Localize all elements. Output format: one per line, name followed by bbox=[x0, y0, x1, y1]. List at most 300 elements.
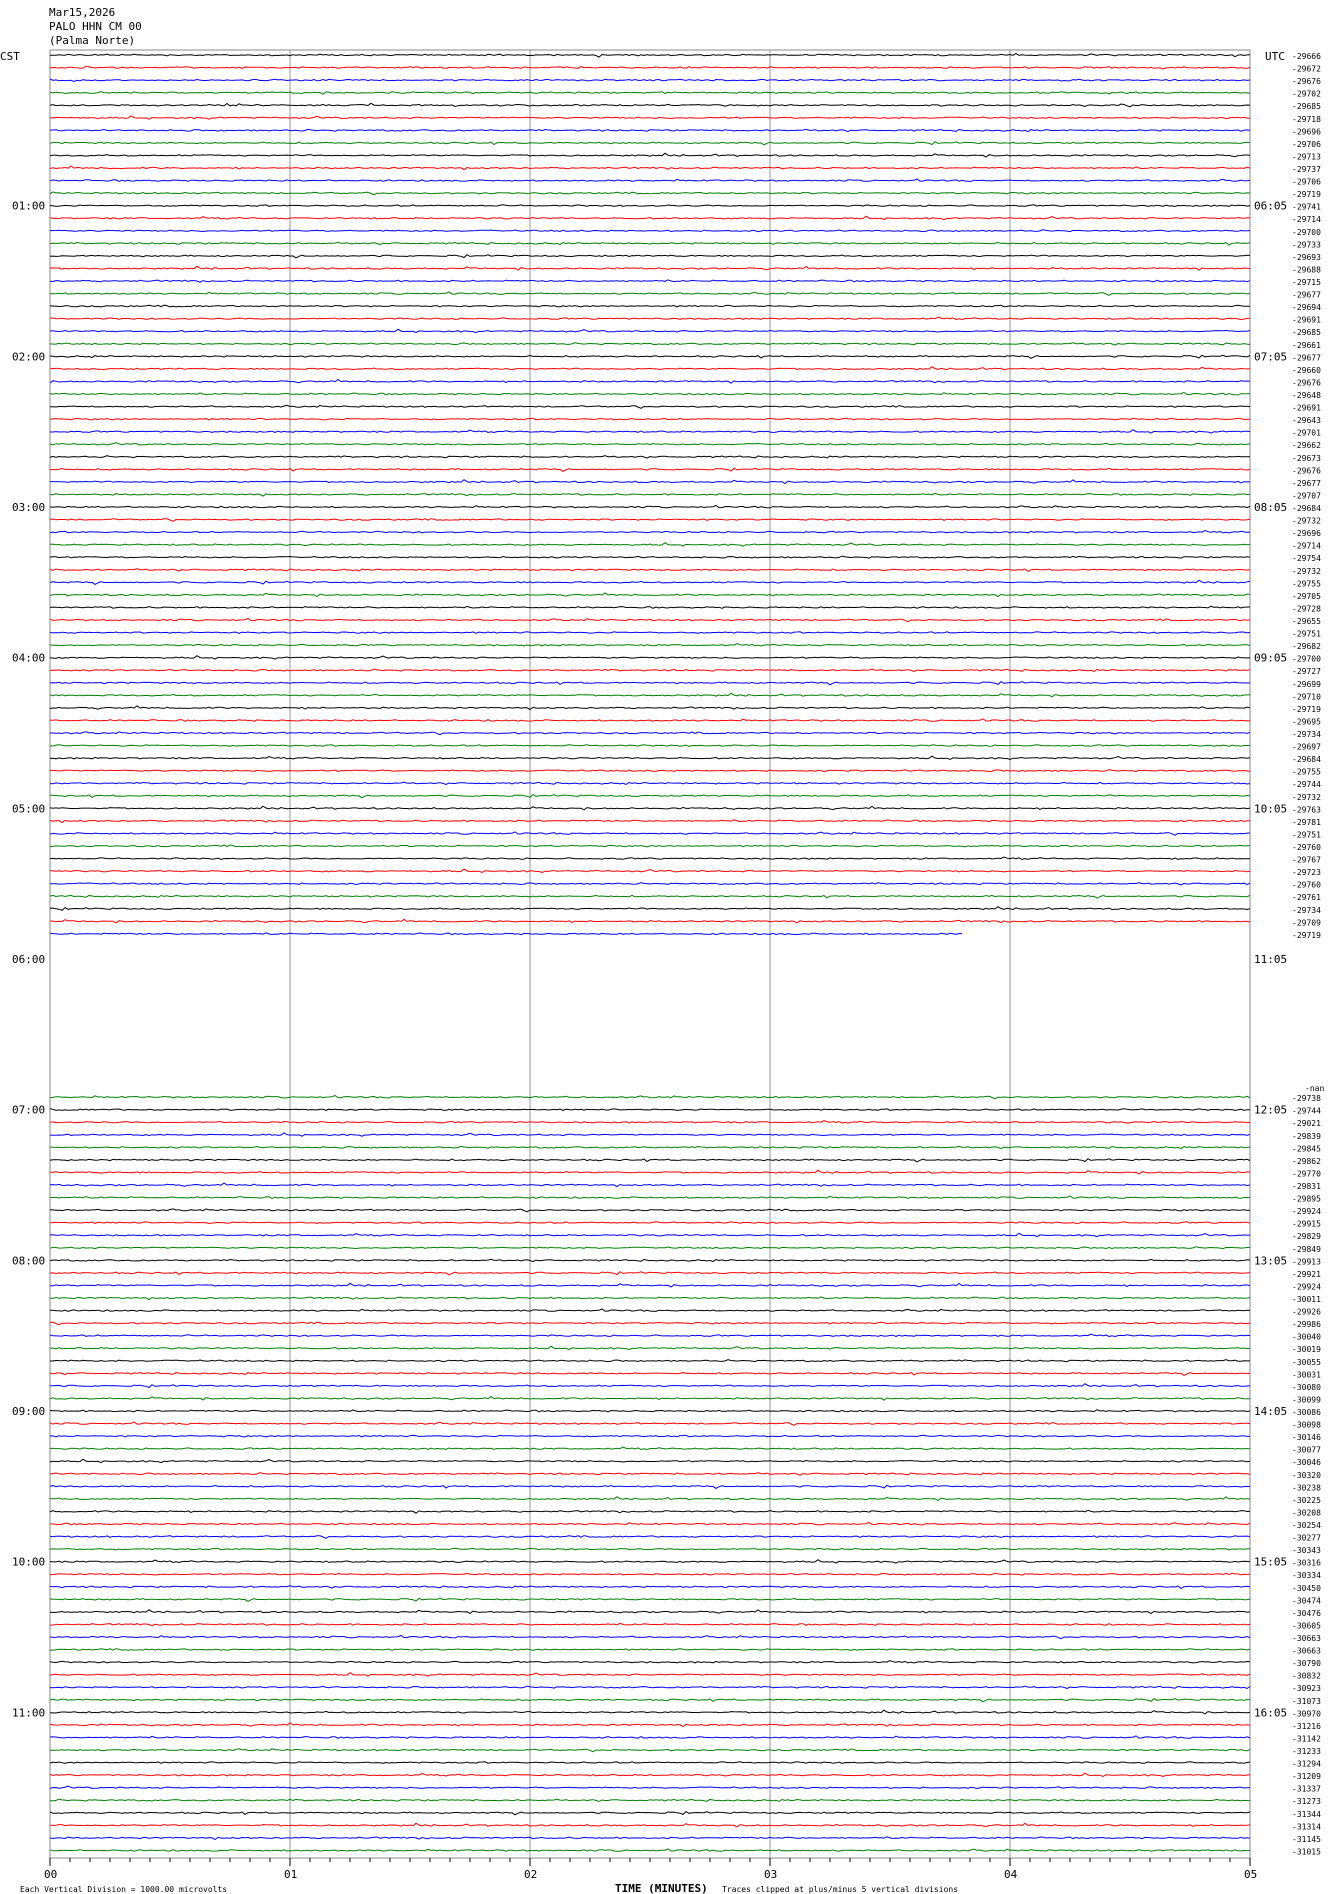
right-time-label: 10:05 bbox=[1254, 802, 1288, 816]
trace-row bbox=[50, 1837, 1250, 1840]
trace-row bbox=[50, 1560, 1250, 1563]
trace-row bbox=[50, 656, 1250, 659]
trace-row bbox=[50, 380, 1250, 384]
trace-row bbox=[50, 1373, 1250, 1376]
row-offset-label: -29693 bbox=[1292, 252, 1321, 262]
row-offset-label: -29755 bbox=[1292, 579, 1321, 589]
row-offset-label: -30011 bbox=[1292, 1295, 1321, 1304]
row-offset-label: -30663 bbox=[1292, 1646, 1321, 1656]
row-offset-label: -29677 bbox=[1292, 478, 1321, 488]
row-offset-label: -29648 bbox=[1292, 391, 1321, 400]
trace-row bbox=[50, 1610, 1250, 1614]
row-offset-label: -31073 bbox=[1292, 1696, 1321, 1706]
trace-row bbox=[50, 669, 1250, 671]
trace-row bbox=[50, 606, 1250, 608]
trace-row bbox=[50, 1209, 1250, 1212]
nan-label: -nan bbox=[1305, 1084, 1325, 1094]
row-offset-label: -29655 bbox=[1292, 617, 1321, 626]
row-offset-label: -29700 bbox=[1292, 227, 1321, 237]
row-offset-label: -29849 bbox=[1292, 1244, 1321, 1254]
trace-row bbox=[50, 255, 1250, 258]
trace-row bbox=[50, 1623, 1250, 1625]
trace-row bbox=[50, 1661, 1250, 1664]
trace-row bbox=[50, 1334, 1250, 1336]
row-offset-label: -29702 bbox=[1292, 89, 1321, 99]
trace-row bbox=[50, 1649, 1250, 1651]
trace-row bbox=[50, 1598, 1250, 1601]
trace-row bbox=[50, 153, 1250, 157]
trace-row bbox=[50, 1786, 1250, 1788]
row-offset-label: -29744 bbox=[1292, 1106, 1321, 1116]
row-offset-label: -29685 bbox=[1292, 102, 1321, 112]
row-offset-label: -30019 bbox=[1292, 1345, 1321, 1355]
right-time-label: 07:05 bbox=[1254, 350, 1288, 364]
trace-row bbox=[50, 1222, 1250, 1224]
trace-row bbox=[50, 242, 1250, 245]
trace-row bbox=[50, 907, 1250, 911]
row-offset-label: -29763 bbox=[1292, 805, 1321, 815]
row-offset-label: -29714 bbox=[1292, 541, 1321, 551]
trace-row bbox=[50, 618, 1250, 621]
trace-row bbox=[50, 79, 1250, 81]
trace-row bbox=[50, 1096, 1250, 1099]
trace-row bbox=[50, 443, 1250, 445]
trace-row bbox=[50, 1459, 1250, 1462]
row-offset-label: -30450 bbox=[1292, 1583, 1321, 1593]
trace-row bbox=[50, 806, 1250, 810]
trace-row bbox=[50, 205, 1250, 207]
row-offset-label: -29732 bbox=[1292, 792, 1321, 802]
row-offset-label: -29732 bbox=[1292, 566, 1321, 576]
row-offset-label: -29682 bbox=[1292, 642, 1321, 652]
trace-row bbox=[50, 367, 1250, 370]
x-tick-label: 05 bbox=[1244, 1868, 1258, 1881]
x-tick-label: 04 bbox=[1004, 1868, 1018, 1881]
x-tick-label: 03 bbox=[764, 1868, 778, 1881]
row-offset-label: -29706 bbox=[1292, 177, 1321, 187]
row-offset-label: -31337 bbox=[1292, 1784, 1321, 1794]
trace-row bbox=[50, 54, 1250, 58]
trace-row bbox=[50, 895, 1250, 898]
trace-row bbox=[50, 1146, 1250, 1148]
row-offset-label: -29727 bbox=[1292, 667, 1321, 677]
left-time-label: 10:00 bbox=[12, 1555, 46, 1569]
left-time-label: 07:00 bbox=[12, 1103, 46, 1117]
row-offset-label: -29707 bbox=[1292, 491, 1321, 501]
trace-row bbox=[50, 745, 1250, 747]
axis-labels bbox=[12, 52, 1324, 1894]
row-offset-label: -29676 bbox=[1292, 466, 1321, 476]
row-offset-label: -30046 bbox=[1292, 1458, 1321, 1468]
trace-row bbox=[50, 1170, 1250, 1174]
row-offset-label: -29895 bbox=[1292, 1194, 1321, 1204]
row-offset-label: -29728 bbox=[1292, 604, 1321, 614]
row-offset-label: -30040 bbox=[1292, 1332, 1321, 1342]
row-offset-label: -31273 bbox=[1292, 1797, 1321, 1807]
trace-row bbox=[50, 1346, 1250, 1349]
trace-row bbox=[50, 1309, 1250, 1311]
row-offset-label: -29715 bbox=[1292, 278, 1321, 287]
row-offset-label: -29829 bbox=[1292, 1232, 1321, 1242]
row-offset-label: -30031 bbox=[1292, 1370, 1321, 1380]
left-time-label: 02:00 bbox=[12, 350, 46, 364]
row-offset-label: -29688 bbox=[1292, 265, 1321, 275]
row-offset-label: -31314 bbox=[1292, 1822, 1321, 1832]
row-offset-label: -29684 bbox=[1292, 504, 1321, 513]
trace-row bbox=[50, 343, 1250, 345]
row-offset-label: -29770 bbox=[1292, 1169, 1321, 1179]
right-time-label: 11:05 bbox=[1254, 953, 1288, 966]
trace-row bbox=[50, 116, 1250, 119]
trace-row bbox=[50, 392, 1250, 395]
trace-row bbox=[50, 142, 1250, 145]
row-offset-label: -29723 bbox=[1292, 868, 1321, 878]
trace-row bbox=[50, 1473, 1250, 1475]
trace-row bbox=[50, 405, 1250, 408]
row-offset-label: -29760 bbox=[1292, 880, 1321, 890]
trace-row bbox=[50, 1485, 1250, 1488]
trace-row bbox=[50, 782, 1250, 784]
trace-row bbox=[50, 919, 1250, 923]
row-offset-label: -31145 bbox=[1292, 1834, 1321, 1844]
trace-row bbox=[50, 732, 1250, 735]
trace-row bbox=[50, 1699, 1250, 1702]
row-offset-label: -29924 bbox=[1292, 1282, 1321, 1292]
date-label: Mar15,2026 bbox=[49, 6, 116, 19]
row-offset-label: -29831 bbox=[1292, 1182, 1321, 1191]
trace-row bbox=[50, 456, 1250, 458]
trace-row bbox=[50, 1397, 1250, 1401]
row-offset-label: -30254 bbox=[1292, 1521, 1321, 1530]
trace-row bbox=[50, 1536, 1250, 1539]
row-offset-label: -29719 bbox=[1292, 190, 1321, 200]
row-offset-label: -30086 bbox=[1292, 1408, 1321, 1417]
row-offset-label: -30225 bbox=[1292, 1495, 1321, 1505]
row-offset-label: -29662 bbox=[1292, 441, 1321, 451]
left-time-label: 09:00 bbox=[12, 1405, 46, 1418]
row-offset-label: -30208 bbox=[1292, 1508, 1321, 1518]
row-offset-label: -29754 bbox=[1292, 554, 1321, 564]
row-offset-label: -30238 bbox=[1292, 1483, 1321, 1493]
row-offset-label: -30970 bbox=[1292, 1709, 1321, 1719]
trace-row bbox=[50, 1259, 1250, 1261]
trace-row bbox=[50, 883, 1250, 885]
row-offset-label: -30832 bbox=[1292, 1671, 1321, 1681]
row-offset-label: -29781 bbox=[1292, 817, 1321, 827]
row-offset-label: -29677 bbox=[1292, 290, 1321, 300]
row-offset-label: -29643 bbox=[1292, 416, 1321, 426]
trace-row bbox=[50, 192, 1250, 195]
row-offset-label: -29733 bbox=[1292, 240, 1321, 250]
row-offset-label: -29926 bbox=[1292, 1307, 1321, 1317]
trace-row bbox=[50, 1510, 1250, 1513]
left-time-label: 11:00 bbox=[12, 1706, 46, 1720]
row-offset-label: -29685 bbox=[1292, 328, 1321, 338]
trace-row bbox=[50, 292, 1250, 295]
row-offset-label: -31294 bbox=[1292, 1759, 1321, 1769]
trace-row bbox=[50, 1410, 1250, 1412]
row-offset-label: -29915 bbox=[1292, 1219, 1321, 1229]
row-offset-label: -30080 bbox=[1292, 1382, 1321, 1392]
right-time-label: 08:05 bbox=[1254, 501, 1288, 514]
left-time-label: 03:00 bbox=[12, 501, 46, 514]
trace-row bbox=[50, 869, 1250, 872]
row-offset-label: -29845 bbox=[1292, 1144, 1321, 1154]
trace-row bbox=[50, 519, 1250, 522]
row-offset-label: -29673 bbox=[1292, 453, 1321, 463]
row-offset-label: -29751 bbox=[1292, 830, 1321, 840]
trace-row bbox=[50, 820, 1250, 823]
row-offset-label: -29666 bbox=[1292, 52, 1321, 61]
trace-row bbox=[50, 1133, 1250, 1136]
trace-row bbox=[50, 531, 1250, 534]
row-offset-label: -29744 bbox=[1292, 780, 1321, 790]
row-offset-label: -30605 bbox=[1292, 1621, 1321, 1631]
row-offset-label: -29676 bbox=[1292, 378, 1321, 388]
row-offset-label: -30098 bbox=[1292, 1420, 1321, 1430]
row-offset-label: -31209 bbox=[1292, 1772, 1321, 1782]
trace-row bbox=[50, 216, 1250, 219]
trace-row bbox=[50, 1121, 1250, 1124]
trace-row bbox=[50, 1522, 1250, 1525]
left-time-label: 05:00 bbox=[12, 802, 46, 816]
trace-row bbox=[50, 832, 1250, 835]
row-offset-label: -29741 bbox=[1292, 202, 1321, 212]
trace-row bbox=[50, 1723, 1250, 1727]
row-offset-label: -30343 bbox=[1292, 1546, 1321, 1556]
row-offset-label: -29986 bbox=[1292, 1320, 1321, 1330]
trace-row bbox=[50, 1447, 1250, 1449]
footer-clip-note: Traces clipped at plus/minus 5 vertical divisions bbox=[722, 1885, 959, 1894]
row-offset-label: -29761 bbox=[1292, 893, 1321, 903]
right-time-label: 09:05 bbox=[1254, 651, 1288, 665]
trace-row bbox=[50, 569, 1250, 572]
trace-row bbox=[50, 1710, 1250, 1714]
right-time-label: 13:05 bbox=[1254, 1254, 1288, 1268]
row-offset-label: -31015 bbox=[1292, 1847, 1321, 1857]
trace-row bbox=[50, 129, 1250, 131]
row-offset-label: -29696 bbox=[1292, 127, 1321, 137]
left-time-label: 04:00 bbox=[12, 651, 46, 665]
left-time-label: 08:00 bbox=[12, 1254, 46, 1268]
x-axis-ticks bbox=[50, 1858, 1250, 1866]
seismic-traces bbox=[50, 54, 1250, 1852]
row-offset-label: -29738 bbox=[1292, 1094, 1321, 1104]
row-offset-label: -29661 bbox=[1292, 340, 1321, 350]
row-offset-label: -29862 bbox=[1292, 1156, 1321, 1166]
row-offset-label: -29691 bbox=[1292, 315, 1321, 325]
trace-row bbox=[50, 845, 1250, 847]
trace-row bbox=[50, 593, 1250, 597]
row-offset-label: -29677 bbox=[1292, 353, 1321, 363]
trace-row bbox=[50, 329, 1250, 332]
location-label: (Palma Norte) bbox=[49, 34, 136, 47]
row-offset-label: -29734 bbox=[1292, 905, 1321, 915]
trace-row bbox=[50, 92, 1250, 95]
row-offset-label: -29734 bbox=[1292, 730, 1321, 739]
trace-row bbox=[50, 1686, 1250, 1688]
row-offset-label: -31233 bbox=[1292, 1747, 1321, 1756]
right-time-label: 14:05 bbox=[1254, 1405, 1288, 1418]
trace-row bbox=[50, 1773, 1250, 1776]
row-offset-label: -29700 bbox=[1292, 654, 1321, 664]
left-timezone-label: CST bbox=[0, 50, 20, 63]
trace-row bbox=[50, 355, 1250, 358]
row-offset-label: -29684 bbox=[1292, 755, 1321, 765]
row-offset-label: -29710 bbox=[1292, 692, 1321, 702]
trace-row bbox=[50, 770, 1250, 772]
row-offset-label: -29767 bbox=[1292, 855, 1321, 865]
row-offset-label: -29714 bbox=[1292, 215, 1321, 225]
trace-row bbox=[50, 1196, 1250, 1198]
row-offset-label: -29737 bbox=[1292, 165, 1321, 174]
row-offset-label: -29760 bbox=[1292, 843, 1321, 852]
row-offset-label: -29913 bbox=[1292, 1257, 1321, 1267]
right-time-label: 16:05 bbox=[1254, 1706, 1288, 1720]
trace-row bbox=[50, 280, 1250, 282]
row-offset-label: -29924 bbox=[1292, 1207, 1321, 1217]
trace-row bbox=[50, 1297, 1250, 1300]
row-offset-label: -29672 bbox=[1292, 64, 1321, 74]
trace-row bbox=[50, 1183, 1250, 1187]
row-offset-label: -29719 bbox=[1292, 930, 1321, 940]
trace-row bbox=[50, 1422, 1250, 1425]
row-offset-label: -29696 bbox=[1292, 529, 1321, 539]
row-offset-label: -29660 bbox=[1292, 365, 1321, 375]
trace-row bbox=[50, 505, 1250, 508]
trace-row bbox=[50, 1762, 1250, 1764]
row-offset-label: -29697 bbox=[1292, 742, 1321, 752]
trace-row bbox=[50, 1247, 1250, 1249]
trace-row bbox=[50, 756, 1250, 759]
trace-row bbox=[50, 706, 1250, 710]
row-offset-label: -29709 bbox=[1292, 918, 1321, 928]
row-offset-label: -29713 bbox=[1292, 152, 1321, 162]
row-offset-label: -29691 bbox=[1292, 403, 1321, 413]
trace-row bbox=[50, 1736, 1250, 1738]
row-offset-label: -30663 bbox=[1292, 1634, 1321, 1643]
right-time-label: 06:05 bbox=[1254, 199, 1288, 213]
trace-row bbox=[50, 166, 1250, 170]
trace-row bbox=[50, 1849, 1250, 1851]
trace-row bbox=[50, 1673, 1250, 1676]
trace-row bbox=[50, 1586, 1250, 1589]
trace-row bbox=[50, 305, 1250, 307]
trace-row bbox=[50, 1749, 1250, 1752]
row-offset-label: -30474 bbox=[1292, 1596, 1321, 1606]
trace-row bbox=[50, 1272, 1250, 1275]
row-offset-label: -30077 bbox=[1292, 1445, 1321, 1455]
row-offset-label: -30476 bbox=[1292, 1608, 1321, 1618]
left-time-label: 06:00 bbox=[12, 953, 46, 966]
row-offset-label: -30099 bbox=[1292, 1395, 1321, 1405]
trace-row bbox=[50, 1635, 1250, 1638]
trace-row bbox=[50, 1283, 1250, 1287]
right-timezone-label: UTC bbox=[1265, 50, 1285, 63]
footer-scale-note: Each Vertical Division = 1000.00 microvolts bbox=[20, 1885, 228, 1894]
trace-row bbox=[50, 644, 1250, 647]
right-time-label: 12:05 bbox=[1254, 1103, 1288, 1117]
trace-row bbox=[50, 1360, 1250, 1362]
trace-row bbox=[50, 580, 1250, 584]
trace-row bbox=[50, 682, 1250, 685]
trace-row bbox=[50, 933, 962, 935]
row-offset-label: -29751 bbox=[1292, 629, 1321, 639]
trace-row bbox=[50, 317, 1250, 319]
x-tick-label: 01 bbox=[284, 1868, 298, 1881]
trace-row bbox=[50, 230, 1250, 232]
trace-row bbox=[50, 103, 1250, 107]
trace-row bbox=[50, 1159, 1250, 1162]
trace-row bbox=[50, 1823, 1250, 1827]
trace-row bbox=[50, 1322, 1250, 1325]
row-offset-label: -31142 bbox=[1292, 1734, 1321, 1744]
trace-row bbox=[50, 693, 1250, 697]
row-offset-label: -31216 bbox=[1292, 1721, 1321, 1731]
trace-row bbox=[50, 493, 1250, 496]
trace-row bbox=[50, 543, 1250, 546]
trace-row bbox=[50, 795, 1250, 798]
trace-row bbox=[50, 430, 1250, 433]
row-offset-label: -29699 bbox=[1292, 679, 1321, 689]
trace-row bbox=[50, 480, 1250, 484]
trace-row bbox=[50, 1233, 1250, 1236]
row-offset-label: -29755 bbox=[1292, 767, 1321, 777]
row-offset-label: -30334 bbox=[1292, 1571, 1321, 1581]
row-offset-label: -29694 bbox=[1292, 303, 1321, 313]
x-tick-label: 02 bbox=[524, 1868, 538, 1881]
station-label: PALO HHN CM 00 bbox=[49, 20, 142, 33]
trace-row bbox=[50, 857, 1250, 859]
row-offset-label: -30146 bbox=[1292, 1433, 1321, 1443]
row-offset-label: -30320 bbox=[1292, 1470, 1321, 1480]
x-axis-title: TIME (MINUTES) bbox=[615, 1882, 708, 1894]
row-offset-label: -31344 bbox=[1292, 1809, 1321, 1819]
row-offset-label: -29695 bbox=[1292, 717, 1321, 727]
row-offset-label: -30055 bbox=[1292, 1357, 1321, 1367]
trace-row bbox=[50, 1548, 1250, 1550]
trace-row bbox=[50, 1812, 1250, 1815]
trace-row bbox=[50, 1573, 1250, 1575]
trace-row bbox=[50, 179, 1250, 181]
trace-row bbox=[50, 719, 1250, 721]
trace-row bbox=[50, 66, 1250, 69]
row-offset-label: -29839 bbox=[1292, 1131, 1321, 1141]
row-offset-label: -30790 bbox=[1292, 1659, 1321, 1669]
trace-row bbox=[50, 1109, 1250, 1111]
row-offset-label: -30277 bbox=[1292, 1533, 1321, 1543]
trace-row bbox=[50, 1435, 1250, 1437]
trace-row bbox=[50, 632, 1250, 634]
trace-row bbox=[50, 468, 1250, 471]
row-offset-label: -29718 bbox=[1292, 114, 1321, 124]
row-offset-label: -29732 bbox=[1292, 516, 1321, 526]
trace-row bbox=[50, 556, 1250, 558]
row-offset-label: -29701 bbox=[1292, 428, 1321, 438]
right-time-label: 15:05 bbox=[1254, 1555, 1288, 1569]
row-offset-label: -29921 bbox=[1292, 1269, 1321, 1279]
trace-row bbox=[50, 266, 1250, 270]
row-offset-label: -30316 bbox=[1292, 1558, 1321, 1568]
left-time-label: 01:00 bbox=[12, 199, 46, 213]
trace-row bbox=[50, 1799, 1250, 1801]
trace-row bbox=[50, 1497, 1250, 1501]
row-offset-label: -29719 bbox=[1292, 704, 1321, 714]
trace-row bbox=[50, 418, 1250, 420]
trace-row bbox=[50, 1384, 1250, 1388]
row-offset-label: -29706 bbox=[1292, 139, 1321, 149]
x-tick-label: 00 bbox=[44, 1868, 58, 1881]
